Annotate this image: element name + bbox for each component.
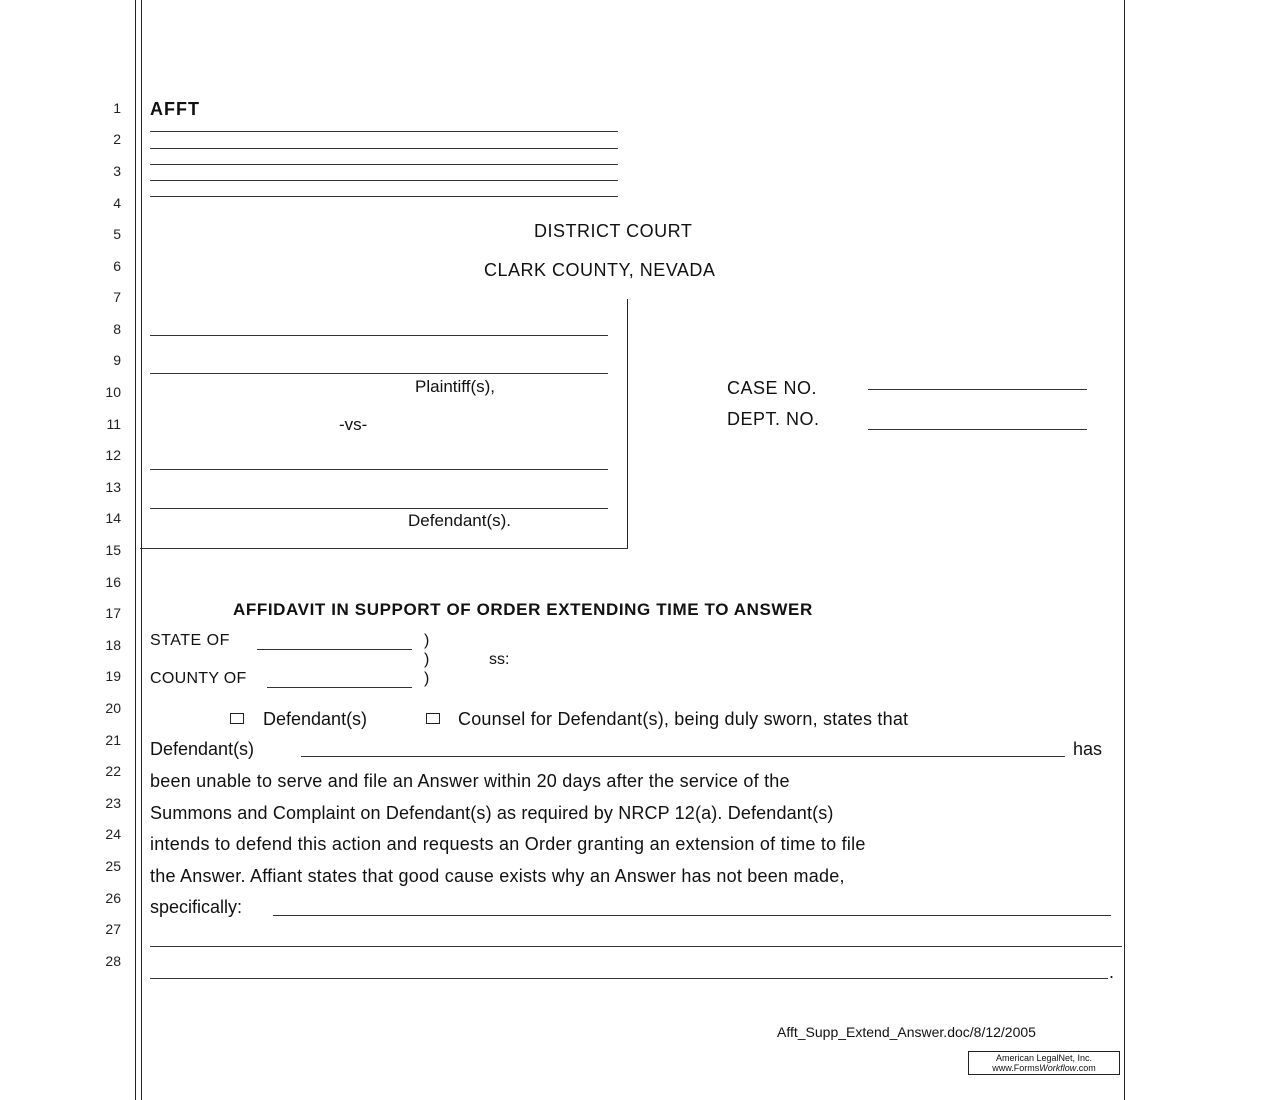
venue-paren-3: ) [424, 670, 430, 687]
specifically-field-2[interactable] [150, 946, 1122, 947]
line-number: 11 [106, 416, 121, 432]
county-label: COUNTY OF [150, 670, 247, 687]
body-line-6: the Answer. Affiant states that good cause exists why an Answer has not been made, [150, 866, 845, 886]
body-line-7-label: specifically: [150, 897, 243, 917]
left-margin-rule-inner [141, 0, 142, 1100]
attorney-line-2 [150, 148, 618, 149]
footer-filename: Afft_Supp_Extend_Answer.doc/8/12/2005 [777, 1024, 1036, 1040]
left-margin-rule-outer [135, 0, 136, 1100]
defendant-name-field[interactable] [301, 756, 1065, 757]
county-field[interactable] [267, 687, 412, 688]
line-number: 13 [105, 479, 121, 495]
ss-label: ss: [489, 651, 510, 668]
body-line-3: been unable to serve and file an Answer within 20 days after the service of the [150, 771, 790, 791]
line-number: 28 [105, 953, 121, 969]
line-number: 12 [105, 447, 121, 463]
line-number: 22 [105, 763, 121, 779]
venue-paren-2: ) [424, 651, 430, 668]
line-number: 5 [113, 226, 121, 242]
line-number: 2 [113, 131, 121, 147]
document-title: AFFIDAVIT IN SUPPORT OF ORDER EXTENDING TIME TO ANSWER [233, 600, 813, 619]
line-number: 14 [105, 510, 121, 526]
line-number: 26 [105, 890, 121, 906]
dept-no-label: DEPT. NO. [727, 409, 820, 429]
line-number: 20 [105, 700, 121, 716]
line-number: 17 [105, 605, 121, 621]
case-no-field[interactable] [868, 389, 1087, 390]
line-number: 25 [105, 858, 121, 874]
attorney-line-3 [150, 164, 618, 165]
specifically-field-3[interactable] [150, 978, 1108, 979]
plaintiff-line-1[interactable] [150, 335, 608, 336]
venue-paren-1: ) [424, 632, 430, 649]
attorney-line-4 [150, 180, 618, 181]
attorney-line-1 [150, 131, 618, 132]
caption-bottom-rule [140, 548, 628, 549]
line-number: 21 [105, 732, 121, 748]
court-name: DISTRICT COURT [534, 221, 693, 241]
line-number: 23 [105, 795, 121, 811]
versus-label: -vs- [339, 415, 368, 434]
line-number: 4 [113, 195, 121, 211]
plaintiff-label: Plaintiff(s), [415, 377, 495, 396]
line-number: 10 [105, 384, 121, 400]
line-number: 19 [105, 668, 121, 684]
line-number: 24 [105, 826, 121, 842]
body-line-2-end: has [1073, 739, 1103, 759]
stamp-line-2: www.FormsWorkflow.com [992, 1063, 1096, 1073]
caption-divider [627, 299, 628, 549]
right-margin-rule [1124, 0, 1125, 1100]
body-line-5: intends to defend this action and requests an Order granting an extension of time to file [150, 834, 866, 854]
defendant-label: Defendant(s). [408, 511, 511, 530]
defendant-checkbox[interactable] [230, 713, 244, 724]
line-number: 9 [113, 352, 121, 368]
line-number: 6 [113, 258, 121, 274]
line-number: 27 [105, 921, 121, 937]
counsel-checkbox[interactable] [426, 713, 440, 724]
case-no-label: CASE NO. [727, 378, 818, 398]
stamp-line-1: American LegalNet, Inc. [995, 1053, 1093, 1063]
doc-code: AFFT [150, 99, 200, 119]
end-period: . [1109, 962, 1115, 982]
line-number: 1 [113, 100, 121, 116]
attorney-line-5 [150, 196, 618, 197]
line-number: 3 [113, 163, 121, 179]
line-number: 8 [113, 321, 121, 337]
plaintiff-line-2[interactable] [150, 373, 608, 374]
option-defendant-label: Defendant(s) [263, 709, 368, 729]
line-number: 15 [105, 542, 121, 558]
american-legalnet-stamp[interactable] [968, 1051, 1120, 1075]
line-number: 18 [105, 637, 121, 653]
dept-no-field[interactable] [868, 429, 1087, 430]
court-county: CLARK COUNTY, NEVADA [484, 260, 716, 280]
line-number: 7 [113, 289, 121, 305]
specifically-field-1[interactable] [273, 915, 1111, 916]
body-line-2-start: Defendant(s) [150, 739, 255, 759]
line-number: 16 [105, 574, 121, 590]
body-line-4: Summons and Complaint on Defendant(s) as required by NRCP 12(a). Defendant(s) [150, 803, 834, 823]
state-field[interactable] [257, 649, 412, 650]
defendant-line-2[interactable] [150, 508, 608, 509]
state-label: STATE OF [150, 632, 230, 649]
defendant-line-1[interactable] [150, 469, 608, 470]
option-counsel-label: Counsel for Defendant(s), being duly sworn, states that [458, 709, 909, 729]
